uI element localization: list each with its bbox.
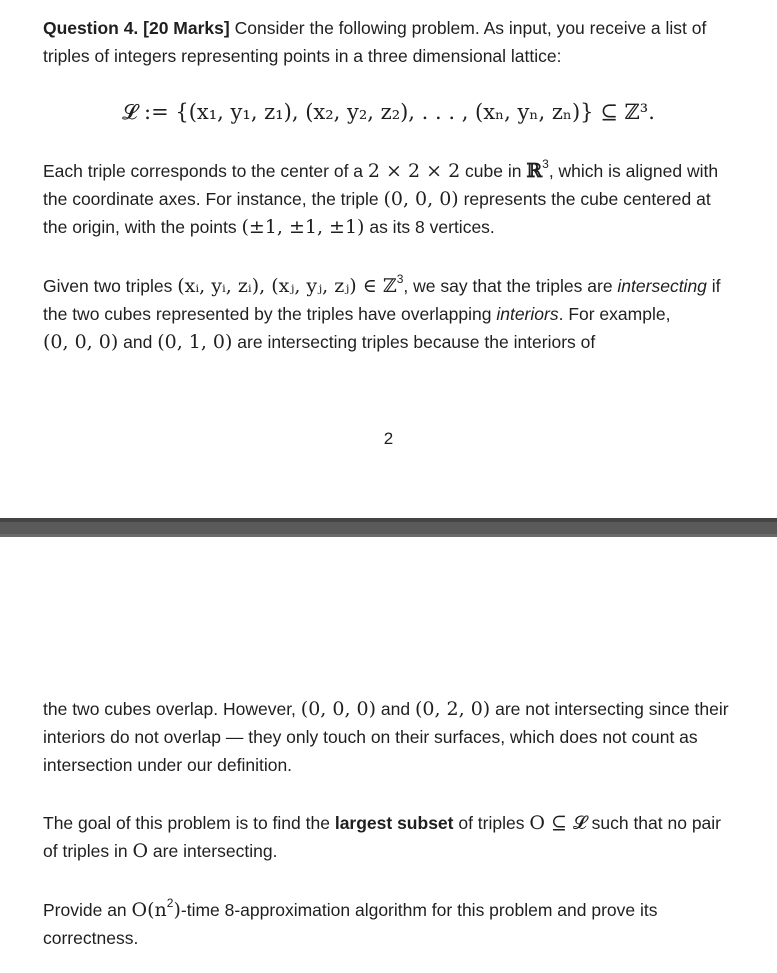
question-intro-text: Consider the following problem. As input, you receive a list of triples of integers representing points in a three dimensional lattice: [43,18,707,66]
text-run: represents the cube centered at the origin, with the points [43,189,711,237]
math-real-space: ℝ [526,160,543,182]
math-complexity: O(n [131,899,167,921]
text-run: Given two triples [43,276,178,296]
text-run: if the two cubes represented by the triples have overlapping [43,276,721,324]
text-run: are intersecting. [148,841,278,861]
overlap-example-paragraph [43,695,733,779]
math-cube-size: 2 × 2 × 2 [367,160,461,182]
text-run: the two cubes overlap. However, [43,699,301,719]
math-origin-triple: (0, 0, 0) [383,188,459,210]
math-subset: O ⊆ 𝓛 [529,812,587,834]
math-superscript: 3 [396,272,404,287]
text-run: and [118,332,158,352]
task-paragraph [43,896,733,952]
text-run: are not intersecting since their interiors do not overlap — they only touch on their surfaces, which does not count as intersection under our definition. [43,699,729,775]
document-page-bottom [0,537,777,973]
math-two-triples: (xᵢ, yᵢ, zᵢ), (xⱼ, yⱼ, zⱼ) ∈ ℤ [177,275,397,297]
text-run: , which is aligned with the coordinate axes. For instance, the triple [43,161,719,209]
math-complexity-end: ) [173,899,181,921]
math-superscript: 2 [166,896,174,911]
text-run: -time 8-approximation algorithm for this problem and prove its correctness. [43,900,658,948]
math-triple-b: (0, 1, 0) [157,331,233,353]
text-run: and [376,699,415,719]
math-triple-c: (0, 2, 0) [414,698,491,720]
math-set-o: O [132,840,149,862]
text-run: cube in [460,161,527,181]
page-number: 2 [383,429,394,448]
text-run: are intersecting triples because the interiors of [232,332,596,352]
text-run: of triples [453,813,530,833]
question-intro-paragraph [43,14,733,70]
text-run: The goal of this problem is to find the [43,813,335,833]
text-run: such that no pair of triples in [43,813,721,861]
text-run: Each triple corresponds to the center of a [43,161,368,181]
text-run: as its 8 vertices. [364,217,495,237]
text-run: , we say that the triples are [403,276,618,296]
math-triple-a: (0, 0, 0) [300,698,377,720]
text-run: . For example, [558,304,671,324]
term-largest-subset: largest subset [334,813,454,833]
math-superscript: 3 [542,157,549,172]
term-intersecting: intersecting [617,276,707,296]
math-vertices: (±1, ±1, ±1) [241,216,365,238]
cube-description-paragraph [43,157,733,241]
goal-paragraph [43,809,733,865]
term-interiors: interiors [496,304,559,324]
text-run: Provide an [43,900,132,920]
math-triple-a: (0, 0, 0) [43,331,119,353]
lattice-set-formula: 𝓛 := {(x₁, y₁, z₁), (x₂, y₂, z₂), . . . , (xₙ, yₙ, zₙ)} ⊆ ℤ³. [122,100,655,124]
intersecting-definition-paragraph [43,272,733,356]
page-separator [0,518,777,537]
separator-edge [0,518,777,522]
question-label: Question 4. [20 Marks] [43,18,230,38]
